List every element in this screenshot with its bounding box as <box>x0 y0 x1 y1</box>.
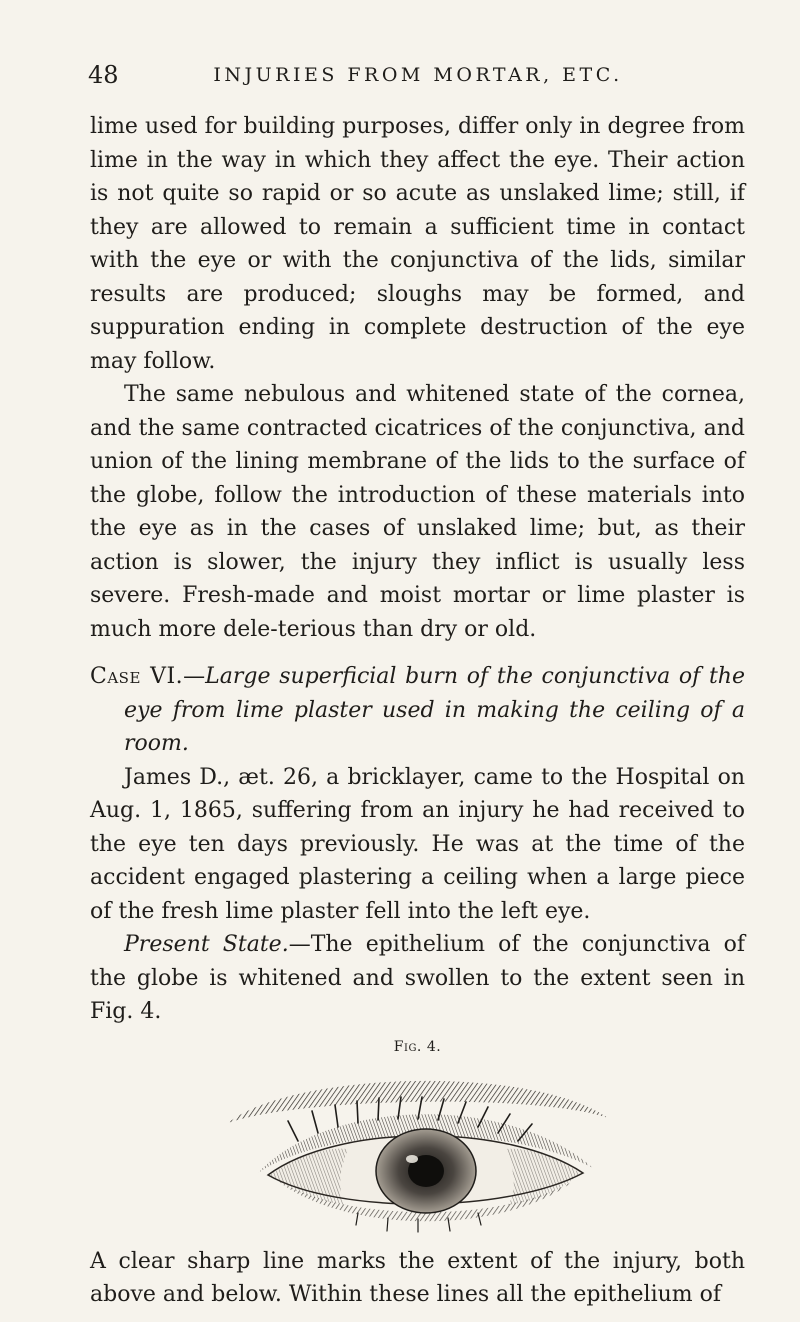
paragraph-sharp-line: A clear sharp line marks the extent of the injury, both above and below. Within these lines all the epithelium of <box>90 1248 745 1307</box>
present-state-text: The epithelium of the conjunctiva of the globe is whitened and swollen to the extent seen in Fig. 4. <box>90 932 745 1024</box>
paragraph-continued: lime used for building purposes, differ only in degree from lime in the way in which they affect the eye. Their action is not quite so rapid or so acute as unslaked lime; still, if they are allowed to remain a sufficient time in contact with the eye or with the conjunctiva of the lids, similar results are produced; sloughs may be formed, and suppuration ending in complete destruction of the eye may follow. <box>90 114 745 374</box>
case-heading <box>90 660 745 761</box>
body-text <box>90 110 745 1312</box>
paragraph-case-history: James D., æt. 26, a bricklayer, came to the Hospital on Aug. 1, 1865, suffering from an injury he had received to the eye ten days previously. He was at the time of the accident engaged plastering a ceiling when a large piece of the fresh lime plaster fell into the left eye. <box>90 764 745 924</box>
page-header <box>88 58 748 92</box>
case-separator: — <box>183 664 206 689</box>
case-label: Case VI. <box>90 664 184 689</box>
paragraph-cornea: The same nebulous and whitened state of the cornea, and the same contracted cicatrices of the conjunctiva, and union of the lining membrane of the lids to the surface of the globe, follow the introduction of these materials into the eye as in the cases of unslaked lime; but, as their action is slower, the injury they inflict is usually less severe. Fresh-made and moist mortar or lime plaster is much more dele-terious than dry or old. <box>90 382 745 642</box>
highlight <box>406 1155 418 1163</box>
figure-caption-text: Fig. 4. <box>393 1038 442 1055</box>
case-title: Large superficial burn of the conjunctiva of the eye from lime plaster used in making the ceiling of a room. <box>124 664 745 756</box>
page-number: 48 <box>88 61 119 89</box>
paragraph-present-state <box>90 928 745 1029</box>
present-state-separator: — <box>288 932 311 957</box>
figure-caption <box>90 1035 745 1059</box>
running-head: INJURIES FROM MORTAR, ETC. <box>213 64 623 86</box>
eye-illustration <box>208 1063 628 1235</box>
present-state-label: Present State. <box>124 932 289 957</box>
